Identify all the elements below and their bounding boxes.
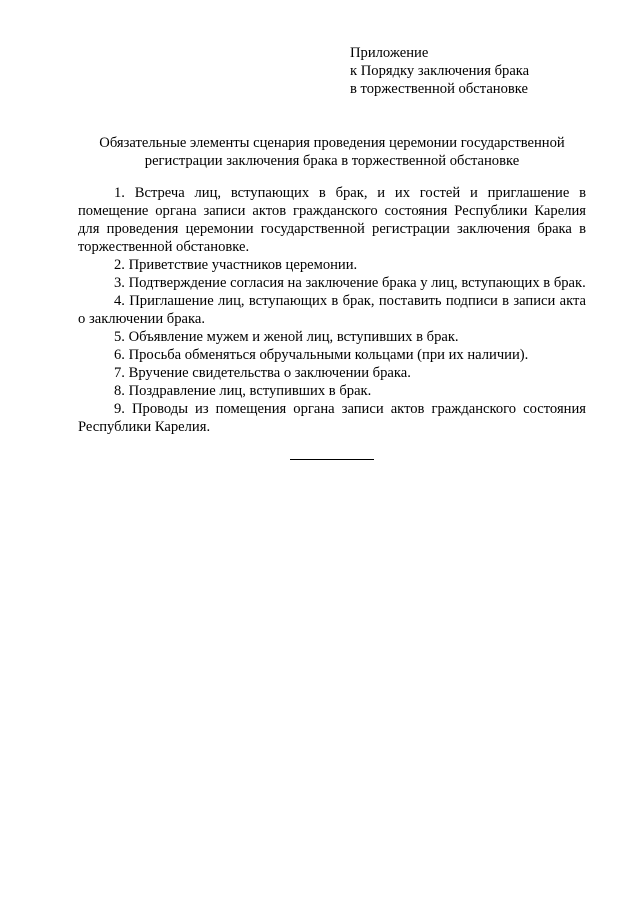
document-title	[78, 134, 586, 170]
appendix-header	[350, 44, 610, 98]
list-item: 5. Объявление мужем и женой лиц, вступивших в брак.	[114, 329, 459, 345]
document-body	[78, 184, 586, 436]
list-item: 2. Приветствие участников церемонии.	[114, 257, 358, 273]
list-item: 7. Вручение свидетельства о заключении брака.	[114, 365, 411, 381]
list-item: 6. Просьба обменяться обручальными кольцами (при их наличии).	[114, 347, 529, 363]
list-item: 3. Подтверждение согласия на заключение брака у лиц, вступающих в брак.	[114, 275, 586, 291]
title-line: регистрации заключения брака в торжественной обстановке	[144, 153, 520, 169]
end-divider	[290, 459, 374, 460]
appendix-line: к Порядку заключения брака	[350, 63, 530, 79]
appendix-line: Приложение	[350, 45, 429, 61]
appendix-line: в торжественной обстановке	[350, 81, 528, 97]
list-item: 1. Встреча лиц, вступающих в брак, и их гостей и приглашение в помещение органа записи актов гражданского состояния Республики Карелия для проведения церемонии государственной регистрации заключения брака в торжественной обстановке.	[78, 185, 586, 255]
list-item: 4. Приглашение лиц, вступающих в брак, поставить подписи в записи акта о заключении брака.	[78, 293, 586, 327]
title-line: Обязательные элементы сценария проведения церемонии государственной	[99, 135, 565, 151]
list-item: 8. Поздравление лиц, вступивших в брак.	[114, 383, 372, 399]
list-item: 9. Проводы из помещения органа записи актов гражданского состояния Республики Карелия.	[78, 401, 586, 435]
